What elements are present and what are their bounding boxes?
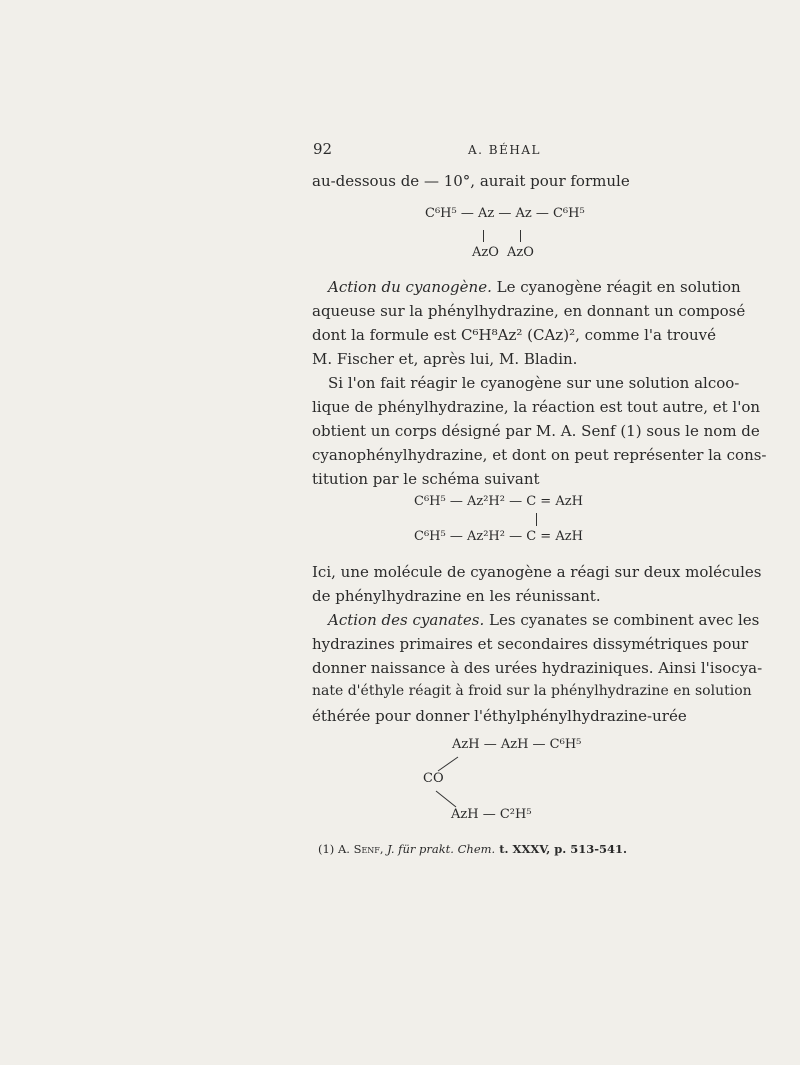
formula-1-bond-left — [483, 230, 484, 242]
footnote-marker: (1) A. — [318, 842, 354, 856]
formula-1-row-1: C⁶H⁵ — Az — Az — C⁶H⁵ — [425, 206, 585, 221]
footnote-author: Senf — [353, 842, 380, 856]
para-2-line-2: lique de phénylhydrazine, la réaction est tout autre, et l'on — [312, 398, 761, 416]
formula-1-row-2: AzO AzO — [472, 245, 534, 260]
para-4-line-4: nate d'éthyle réagit à froid sur la phénylhydrazine en solution — [312, 683, 752, 699]
formula-3-top: AzH — AzH — C⁶H⁵ — [452, 737, 582, 752]
para-4-line-1-text: Les cyanates se combinent avec les — [484, 611, 760, 629]
formula-1-bond-right — [520, 230, 521, 242]
para-1-line-1 — [328, 278, 741, 296]
formula-2-row-1: C⁶H⁵ — Az²H² — C = AzH — [414, 494, 583, 509]
footnote-journal: J. für prakt. Chem. — [387, 842, 496, 856]
formula-2-bond — [536, 513, 537, 526]
para-4-heading: Action des cyanates. — [328, 611, 485, 629]
page-number: 92 — [313, 140, 333, 158]
para-4-line-3: donner naissance à des urées hydraziniques. Ainsi l'isocya- — [312, 659, 763, 677]
footnote — [318, 842, 627, 856]
footnote-separator: , — [379, 842, 388, 856]
para-2-line-4: cyanophénylhydrazine, et dont on peut représenter la cons- — [312, 446, 767, 464]
para-1-line-3: dont la formule est C⁶H⁸Az² (CAz)², comme l'a trouvé — [312, 326, 717, 344]
para-3-line-1: Ici, une molécule de cyanogène a réagi sur deux molécules — [312, 563, 762, 581]
para-1-line-4: M. Fischer et, après lui, M. Bladin. — [312, 350, 578, 368]
para-2-line-3: obtient un corps désigné par M. A. Senf (1) sous le nom de — [312, 422, 760, 440]
para-1-heading: Action du cyanogène. — [328, 278, 492, 296]
para-1-line-1-text: Le cyanogène réagit en solution — [491, 278, 741, 296]
running-title: A. BÉHAL — [468, 143, 541, 157]
para-4-line-1 — [328, 611, 760, 629]
footnote-reference: t. XXXV, p. 513-541. — [495, 842, 628, 856]
formula-2-row-2: C⁶H⁵ — Az²H² — C = AzH — [414, 529, 583, 544]
formula-3-bottom: AzH — C²H⁵ — [451, 807, 532, 822]
formula-3-bond-lower — [436, 791, 456, 807]
para-4-line-5: éthérée pour donner l'éthylphénylhydrazine-urée — [312, 707, 687, 725]
para-3-line-2: de phénylhydrazine en les réunissant. — [312, 587, 601, 605]
para-2-line-1: Si l'on fait réagir le cyanogène sur une solution alcoo- — [328, 374, 740, 392]
intro-line: au-dessous de — 10°, aurait pour formule — [312, 172, 630, 190]
para-4-line-2: hydrazines primaires et secondaires dissymétriques pour — [312, 635, 749, 653]
para-2-line-5: titution par le schéma suivant — [312, 470, 540, 488]
para-1-line-2: aqueuse sur la phénylhydrazine, en donnant un composé — [312, 302, 746, 320]
formula-3-bond-upper — [438, 757, 458, 771]
formula-3-middle: CO — [423, 771, 444, 786]
